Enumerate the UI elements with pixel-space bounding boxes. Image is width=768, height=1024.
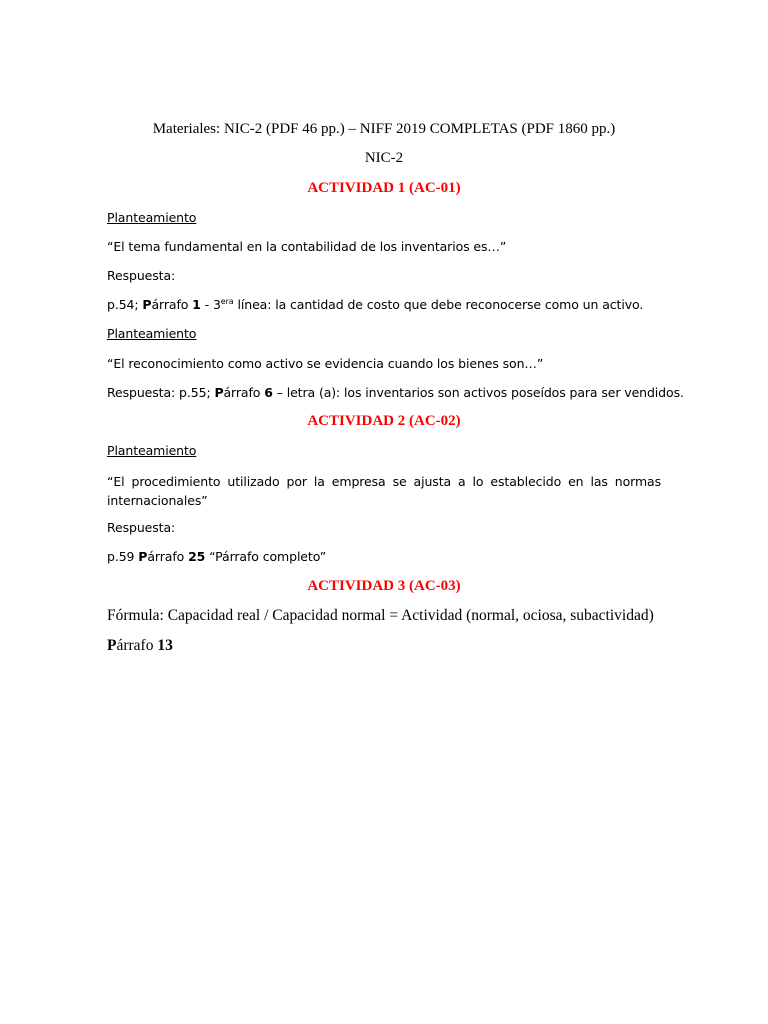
activity-3-heading: ACTIVIDAD 3 (AC-03) [307, 578, 461, 594]
activity-1-question-2-text: “El reconocimiento como activo se evidencia cuando los bienes son…” [107, 356, 544, 371]
activity-1-question-2-label: Planteamiento [107, 326, 197, 341]
activity-2-question-label: Planteamiento [107, 443, 197, 458]
activity-3-formula: Fórmula: Capacidad real / Capacidad normal = Actividad (normal, ociosa, subactividad) [107, 607, 654, 624]
section-title: NIC-2 [364, 150, 404, 166]
activity-1-answer-label: Respuesta: [107, 268, 176, 283]
activity-2-answer-label: Respuesta: [107, 520, 176, 535]
activity-2-heading: ACTIVIDAD 2 (AC-02) [307, 413, 461, 429]
activity-3-paragraph-ref: Párrafo 13 [107, 637, 173, 654]
activity-1-question-1-label: Planteamiento [107, 210, 197, 225]
activity-2-answer: p.59 Párrafo 25 “Párrafo completo” [107, 549, 327, 564]
materials-line: Materiales: NIC-2 (PDF 46 pp.) – NIFF 2019 COMPLETAS (PDF 1860 pp.) [152, 121, 616, 137]
activity-1-answer-1: p.54; Párrafo $1 - 3^{era}$ línea: la cantidad de costo que debe reconocerse como un activo. [107, 297, 644, 312]
activity-1-heading: ACTIVIDAD 1 (AC-01) [307, 180, 461, 196]
activity-1-question-1-text: “El tema fundamental en la contabilidad de los inventarios es…” [107, 239, 507, 254]
activity-1-answer-2: Respuesta: p.55; Párrafo 6 – letra (a): los inventarios son activos poseídos para ser vendidos. [107, 385, 684, 400]
activity-2-question-text: “El procedimiento utilizado por la empresa se ajusta a lo establecido en las normas internacionales” [107, 474, 661, 508]
